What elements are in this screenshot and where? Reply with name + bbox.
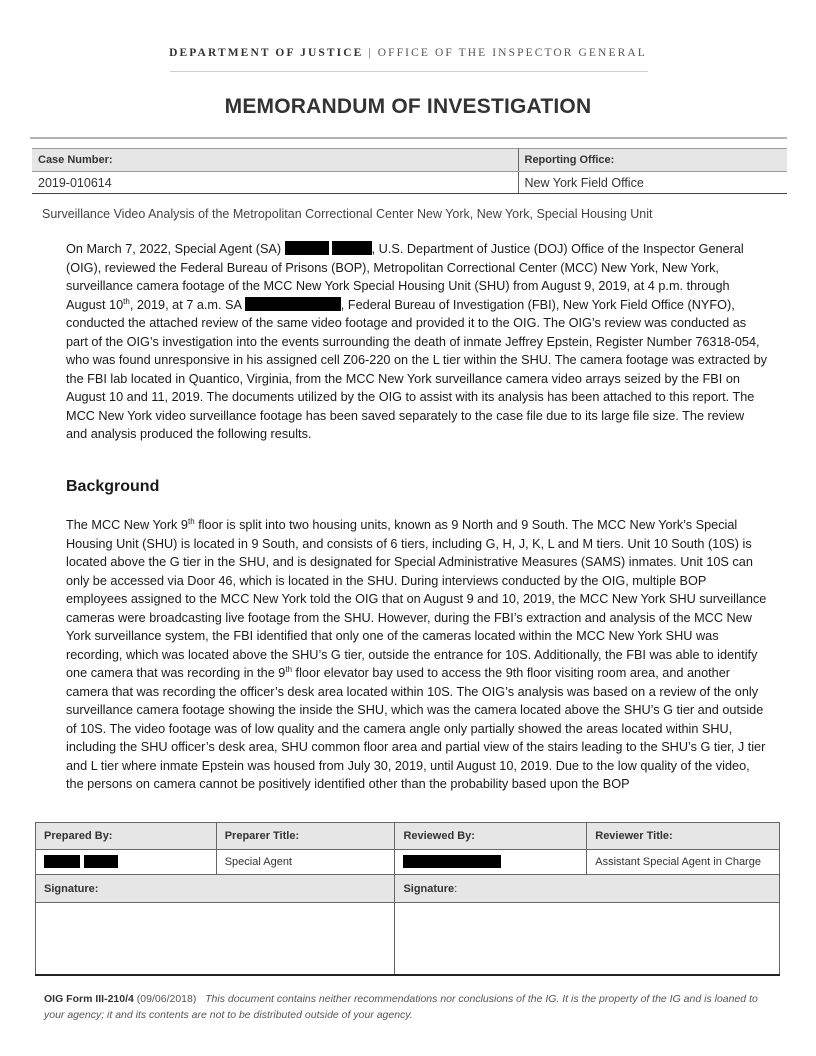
reviewer-signature-area <box>395 903 780 975</box>
redaction-block <box>403 855 501 868</box>
background-text-1: The MCC New York 9 <box>66 518 188 532</box>
title-divider <box>30 137 787 139</box>
department-header <box>0 47 816 59</box>
background-text-2: floor is split into two housing units, known as 9 North and 9 South. The MCC New York’s Special Housing Unit (SHU) is located in 9 South, and consists of 6 tiers, including G, H, J, K, L and M tiers. Unit 10 South (10S) is located above the G tier in the SHU, and is designated for Special Administrative Measures (SAMS) inmates. Unit 10S can only be accessed via Door 46, which is located in the SHU. During interviews conducted by the OIG, multiple BOP employees assigned to the MCC New York told the OIG that on August 9 and 10, 2019, the MCC New York SHU surveillance cameras were broadcasting live footage from the SHU. However, during the FBI’s extraction and analysis of the MCC New York surveillance system, the FBI identified that only one of the cameras located within the MCC New York SHU was recording, which was located above the SHU’s G tier, outside the entrance for 10S. Additionally, the FBI was able to identify one camera that was recording in the 9 <box>66 518 767 680</box>
disclaimer-note: This document contains neither recommendations nor conclusions of the IG. It is the property of the IG and is loaned to your agency; it and its contents are not to be distributed outside of your agency. <box>44 993 758 1021</box>
case-number-label: Case Number: <box>32 149 518 172</box>
ordinal-suffix: th <box>285 664 293 674</box>
signature-label-right <box>395 875 780 903</box>
preparer-title-label: Preparer Title: <box>216 823 395 850</box>
reviewer-title-value: Assistant Special Agent in Charge <box>587 850 780 875</box>
intro-text-4: , Federal Bureau of Investigation (FBI), New York Field Office (NYFO), conducted the attached review of the same video footage and provided it to the OIG. The OIG’s review was conducted as part of the OIG’s investigation into the events surrounding the death of inmate Jeffrey Epstein, Register Number 76318-054, who was found unresponsive in his assigned cell Z06-220 on the L tier within the SHU. The camera footage was extracted by the FBI lab located in Quantico, Virginia, from the MCC New York surveillance camera video arrays seized by the FBI on August 10 and 11, 2019. The documents utilized by the OIG to assist with its analysis has been attached to this report. The MCC New York video surveillance footage has been saved separately to the case file due to its large file size. The review and analysis produced the following results. <box>66 297 768 441</box>
redaction-block <box>44 855 80 868</box>
reviewed-by-label: Reviewed By: <box>395 823 587 850</box>
redaction-block <box>332 241 372 255</box>
memo-subject: Surveillance Video Analysis of the Metropolitan Correctional Center New York, New York, Special Housing Unit <box>42 207 653 221</box>
case-number-value: 2019-010614 <box>32 172 518 194</box>
signature-colon: : <box>454 882 458 895</box>
preparer-name-redacted <box>36 850 217 875</box>
reporting-office-label: Reporting Office: <box>518 149 787 172</box>
case-info-table <box>32 148 787 194</box>
redaction-block <box>285 241 329 255</box>
form-date: (09/06/2018) <box>133 993 197 1005</box>
form-footer <box>44 991 779 1023</box>
office-name: OFFICE OF THE INSPECTOR GENERAL <box>377 47 647 59</box>
preparer-signature-area <box>36 903 395 975</box>
ordinal-suffix: th <box>123 296 130 306</box>
intro-paragraph <box>66 240 768 444</box>
reviewer-name-redacted <box>395 850 587 875</box>
intro-text-3: , 2019, at 7 a.m. SA <box>129 297 245 312</box>
reporting-office-value: New York Field Office <box>518 172 787 194</box>
form-id: OIG Form III-210/4 <box>44 993 134 1005</box>
redaction-block <box>245 297 341 311</box>
background-text-3: floor elevator bay used to access the 9th floor visiting room area, and another camera that was recording the officer’s desk area located within 10S. The OIG’s analysis was based on a review of the only surveillance camera footage showing the inside the SHU, which was the camera located above the SHU’s G tier and outside of 10S. The video footage was of low quality and the camera angle only partially showed the areas located within SHU, including the SHU officer’s desk area, SHU common floor area and partial view of the stairs leading to the SHU’s G tier, J tier and L tier where inmate Epstein was housed from July 30, 2019, until August 10, 2019. Due to the low quality of the video, the persons on camera cannot be positively identified other than the probability based upon the BOP <box>66 666 766 791</box>
intro-text-2: , U.S. Department of Justice (DOJ) Office of the Inspector General (OIG), reviewed the Federal Bureau of Prisons (BOP), Metropolitan Correctional Center (MCC) New York, New York, surveillance camera footage of the MCC New York Special Housing Unit (SHU) from August 9, 2019, at 4 p.m. through August 10 <box>66 242 744 312</box>
page-title: MEMORANDUM OF INVESTIGATION <box>224 95 592 118</box>
signature-label-left: Signature: <box>36 875 395 903</box>
preparer-title-value: Special Agent <box>216 850 395 875</box>
reviewer-title-label: Reviewer Title: <box>587 823 780 850</box>
redaction-block <box>84 855 118 868</box>
signature-table <box>35 822 780 976</box>
prepared-by-label: Prepared By: <box>36 823 217 850</box>
signature-label-right-text: Signature <box>403 882 455 895</box>
intro-text-1: On March 7, 2022, Special Agent (SA) <box>66 242 285 256</box>
department-name: DEPARTMENT OF JUSTICE <box>169 47 364 59</box>
header-divider <box>170 71 648 72</box>
background-paragraph <box>66 516 768 806</box>
ordinal-suffix: th <box>188 516 195 526</box>
background-heading: Background <box>66 478 160 495</box>
header-separator: | <box>363 47 378 59</box>
